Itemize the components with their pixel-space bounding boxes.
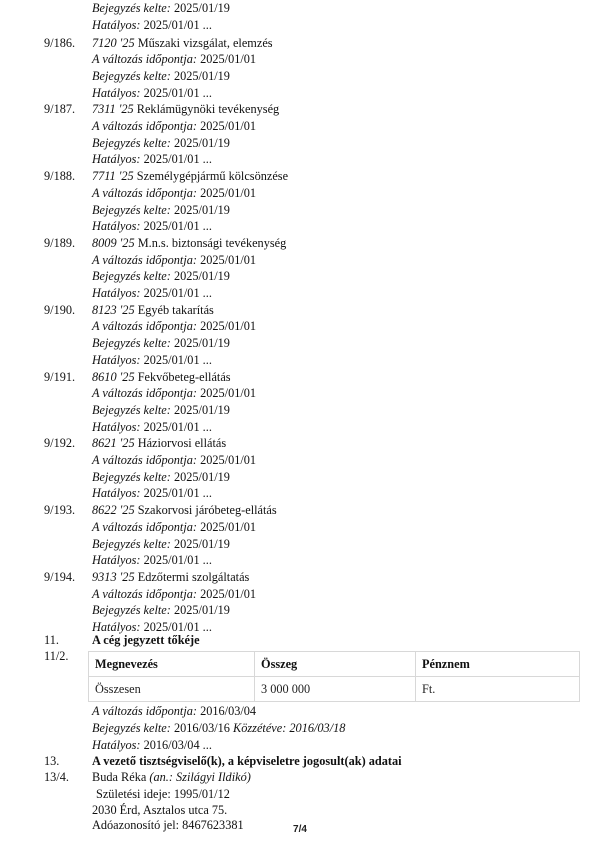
valtozas-value: 2025/01/01 (200, 386, 257, 401)
kelte-label: Bejegyzés kelte: (92, 269, 171, 284)
entry-kelte-line (0, 135, 600, 152)
kelte-label: Bejegyzés kelte: (92, 202, 171, 217)
activity-code: 8610 '25 (92, 369, 135, 384)
entry-title-line (0, 435, 600, 452)
section-11-kelte (0, 720, 600, 737)
section-number: 11. (44, 633, 59, 647)
entry-kelte-line (0, 602, 600, 619)
entry-title-line (0, 369, 600, 386)
entry-title-line (0, 168, 600, 185)
activity-name: Reklámügynöki tevékenység (136, 102, 280, 117)
kelte-label: Bejegyzés kelte: (92, 603, 171, 618)
table-header: Összeg (255, 652, 416, 677)
officer-address: 2030 Érd, Asztalos utca 75. (92, 802, 228, 817)
activity-code: 8621 '25 (92, 436, 135, 451)
entry-hatalyos-line (0, 218, 600, 235)
activity-code: 7120 '25 (92, 35, 135, 50)
entry-valtozas-line (0, 586, 600, 603)
activity-code: 8622 '25 (92, 503, 135, 518)
valtozas-value: 2025/01/01 (200, 252, 257, 267)
activity-code: 9313 '25 (92, 569, 135, 584)
kelte-value: 2025/01/19 (173, 469, 230, 484)
section-title: A cég jegyzett tőkéje (92, 633, 200, 647)
hatalyos-label: Hatályos: (92, 620, 141, 634)
kelte-value: 2016/03/16 (173, 721, 230, 735)
hatalyos-value: 2025/01/01 ... (143, 352, 212, 367)
officer-name: Buda Réka (92, 770, 147, 784)
capital-table (88, 651, 580, 702)
hatalyos-label: Hatályos: (92, 352, 141, 367)
valtozas-value: 2025/01/01 (200, 185, 257, 200)
valtozas-label: A változás időpontja: (92, 453, 197, 467)
valtozas-value: 2025/01/01 (200, 453, 257, 467)
kelte-value: 2025/01/19 (173, 202, 230, 217)
entry-number: 9/191. (44, 369, 76, 384)
kelte-label: Bejegyzés kelte: (92, 469, 171, 484)
hatalyos-label: Hatályos: (92, 419, 141, 434)
kelte-label: Bejegyzés kelte: (92, 1, 171, 15)
kelte-value: 2025/01/19 (173, 402, 230, 417)
valtozas-label: A változás időpontja: (92, 586, 197, 601)
activity-name: Műszaki vizsgálat, elemzés (137, 35, 273, 50)
entry-number: 9/193. (44, 503, 76, 518)
table-row (89, 677, 580, 702)
kelte-value: 2025/01/19 (173, 1, 230, 15)
kelte-label: Bejegyzés kelte: (92, 68, 171, 83)
officer-name-line (0, 769, 600, 786)
valtozas-value: 2025/01/01 (200, 319, 257, 334)
hatalyos-value: 2025/01/01 ... (143, 17, 212, 32)
section-11-valtozas (0, 703, 600, 720)
hatalyos-value: 2016/03/04 ... (143, 737, 212, 752)
entry-title-line (0, 235, 600, 252)
officer-birth-line (0, 786, 600, 803)
activity-name: Egyéb takarítás (137, 302, 214, 317)
valtozas-label: A változás időpontja: (92, 386, 197, 401)
entry-number: 9/192. (44, 436, 76, 451)
hatalyos-label: Hatályos: (92, 17, 141, 32)
section-title: A vezető tisztségviselő(k), a képviseletre jogosult(ak) adatai (92, 753, 402, 768)
activity-code: 8009 '25 (92, 235, 135, 250)
table-cell: Ft. (416, 677, 580, 702)
activity-code: 7711 '25 (92, 169, 134, 184)
valtozas-label: A változás időpontja: (92, 52, 197, 67)
entry-number: 9/189. (44, 235, 76, 250)
subsection-number: 11/2. (44, 649, 69, 663)
entry-hatalyos-line (0, 285, 600, 302)
activity-name: Fekvőbeteg-ellátás (137, 369, 231, 384)
table-header: Megnevezés (89, 652, 255, 677)
subsection-number: 13/4. (44, 770, 69, 784)
officer-birth: Születési ideje: 1995/01/12 (96, 786, 230, 801)
entry-valtozas-line (0, 318, 600, 335)
entry-number: 9/194. (44, 569, 76, 584)
entry-hatalyos-line (0, 352, 600, 369)
hatalyos-label: Hatályos: (92, 219, 141, 234)
kelte-value: 2025/01/19 (173, 68, 230, 83)
valtozas-label: A változás időpontja: (92, 119, 197, 133)
hatalyos-label: Hatályos: (92, 286, 141, 300)
activity-code: 7311 '25 (92, 102, 134, 117)
kelte-value: 2025/01/19 (173, 269, 230, 284)
kelte-value: 2025/01/19 (173, 536, 230, 551)
entry-hatalyos-line (0, 419, 600, 436)
entry-valtozas-line (0, 519, 600, 536)
entry-kelte-line (0, 402, 600, 419)
kelte-label: Bejegyzés kelte: (92, 536, 171, 551)
hatalyos-value: 2025/01/01 ... (143, 486, 212, 501)
officer-tax-id: Adóazonosító jel: 8467623381 (92, 817, 244, 832)
hatalyos-label: Hatályos: (92, 152, 141, 167)
entry-number: 9/188. (44, 169, 76, 184)
activity-name: Szakorvosi járóbeteg-ellátás (137, 503, 277, 518)
entry-title-line (0, 569, 600, 586)
section-11-heading (0, 632, 600, 649)
valtozas-value: 2025/01/01 (200, 519, 257, 534)
kelte-value: 2025/01/19 (173, 603, 230, 618)
valtozas-value: 2016/03/04 (200, 704, 257, 718)
activity-name: Háziorvosi ellátás (137, 436, 227, 451)
hatalyos-value: 2025/01/01 ... (143, 419, 212, 434)
hatalyos-label: Hatályos: (92, 486, 141, 501)
entry-valtozas-line (0, 118, 600, 135)
table-cell: 3 000 000 (255, 677, 416, 702)
entry-hatalyos-line (0, 552, 600, 569)
activity-name: M.n.s. biztonsági tevékenység (137, 235, 287, 250)
top-hatalyos-line (0, 17, 600, 34)
kelte-label: Bejegyzés kelte: (92, 721, 171, 735)
hatalyos-value: 2025/01/01 ... (143, 152, 212, 167)
entry-title-line (0, 101, 600, 118)
officer-mother-name: (an.: Szilágyi Ildikó) (149, 770, 251, 784)
entry-kelte-line (0, 536, 600, 553)
hatalyos-label: Hatályos: (92, 553, 141, 568)
hatalyos-value: 2025/01/01 ... (143, 553, 212, 568)
valtozas-label: A változás időpontja: (92, 519, 197, 534)
hatalyos-label: Hatályos: (92, 737, 141, 752)
section-number: 13. (44, 753, 60, 768)
valtozas-label: A változás időpontja: (92, 704, 197, 718)
top-kelte-line (0, 0, 600, 17)
entry-valtozas-line (0, 185, 600, 202)
activity-name: Edzőtermi szolgáltatás (137, 569, 250, 584)
entry-kelte-line (0, 335, 600, 352)
hatalyos-value: 2025/01/01 ... (143, 85, 212, 100)
hatalyos-value: 2025/01/01 ... (143, 620, 212, 634)
table-header-row (89, 652, 580, 677)
kelte-value: 2025/01/19 (173, 336, 230, 351)
entry-title-line (0, 302, 600, 319)
entry-valtozas-line (0, 452, 600, 469)
entry-valtozas-line (0, 51, 600, 68)
section-11-hatalyos (0, 737, 600, 754)
valtozas-value: 2025/01/01 (200, 119, 257, 133)
entry-hatalyos-line (0, 485, 600, 502)
valtozas-value: 2025/01/01 (200, 586, 257, 601)
entry-hatalyos-line (0, 85, 600, 102)
valtozas-label: A változás időpontja: (92, 185, 197, 200)
entry-kelte-line (0, 268, 600, 285)
table-header: Pénznem (416, 652, 580, 677)
activity-code: 8123 '25 (92, 302, 135, 317)
entry-kelte-line (0, 202, 600, 219)
hatalyos-value: 2025/01/01 ... (143, 219, 212, 234)
entry-kelte-line (0, 68, 600, 85)
page-number: 7/4 (293, 824, 307, 835)
entry-valtozas-line (0, 252, 600, 269)
table-cell: Összesen (89, 677, 255, 702)
hatalyos-value: 2025/01/01 ... (143, 286, 212, 300)
kelte-value: 2025/01/19 (173, 135, 230, 150)
entry-title-line (0, 502, 600, 519)
entry-valtozas-line (0, 385, 600, 402)
valtozas-label: A változás időpontja: (92, 319, 197, 334)
kelte-label: Bejegyzés kelte: (92, 402, 171, 417)
kozzeteve-value: 2016/03/18 (289, 721, 346, 735)
kozzeteve-label: Közzétéve: (233, 721, 287, 735)
entry-number: 9/186. (44, 35, 76, 50)
valtozas-value: 2025/01/01 (200, 52, 257, 67)
entry-number: 9/190. (44, 302, 76, 317)
entry-hatalyos-line (0, 151, 600, 168)
kelte-label: Bejegyzés kelte: (92, 336, 171, 351)
kelte-label: Bejegyzés kelte: (92, 135, 171, 150)
entry-kelte-line (0, 469, 600, 486)
entry-number: 9/187. (44, 102, 76, 117)
hatalyos-label: Hatályos: (92, 85, 141, 100)
activity-name: Személygépjármű kölcsönzése (136, 169, 289, 184)
valtozas-label: A változás időpontja: (92, 252, 197, 267)
section-13-heading (0, 753, 600, 770)
entry-title-line (0, 35, 600, 52)
